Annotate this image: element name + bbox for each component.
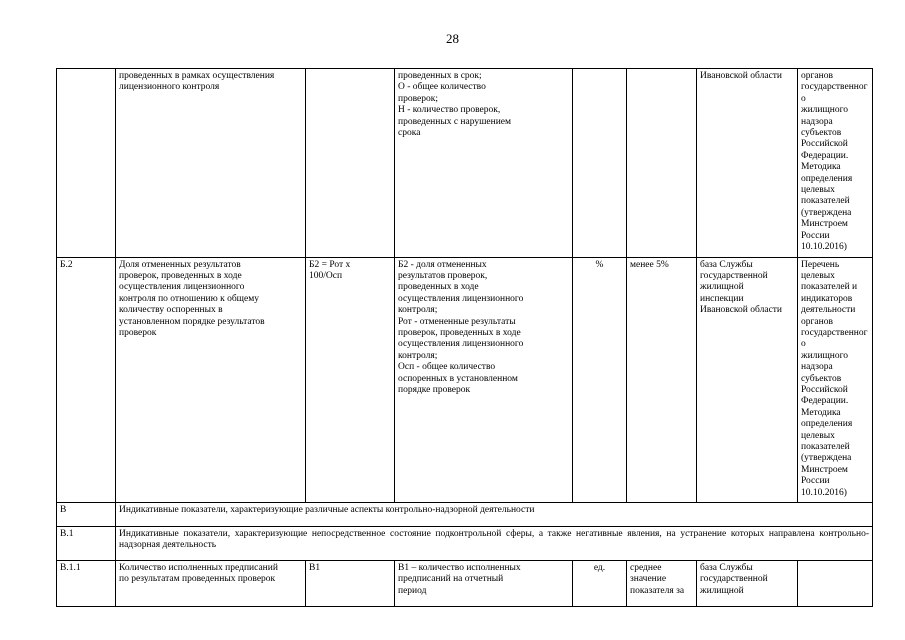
cell-formula-description: В1 – количество исполненных предписаний на отчетный период bbox=[395, 561, 573, 607]
cell-unit bbox=[573, 69, 627, 258]
cell-data-source: база Службы государственной жилищной инспекции Ивановской области bbox=[697, 257, 798, 503]
cell-target-value: среднее значение показателя за bbox=[627, 561, 697, 607]
section-row bbox=[57, 503, 873, 527]
indicators-table bbox=[56, 68, 873, 607]
cell-code: Б.2 bbox=[57, 257, 116, 503]
cell-target-value bbox=[627, 69, 697, 258]
cell-target-value: менее 5% bbox=[627, 257, 697, 503]
table-row bbox=[57, 257, 873, 503]
page-number: 28 bbox=[446, 31, 459, 46]
cell-unit: % bbox=[573, 257, 627, 503]
cell-unit: ед. bbox=[573, 561, 627, 607]
cell-formula-description: проведенных в срок; О - общее количество проверок; Н - количество проверок, проведенных с нарушением срока bbox=[395, 69, 573, 258]
cell-formula: Б2 = Рот x 100/Осп bbox=[306, 257, 395, 503]
cell-formula: В1 bbox=[306, 561, 395, 607]
cell-indicator-name: Количество исполненных предписаний по результатам проведенных проверок bbox=[116, 561, 306, 607]
cell-methodology bbox=[798, 561, 873, 607]
cell-data-source: база Службы государственной жилищной bbox=[697, 561, 798, 607]
cell-indicator-name: проведенных в рамках осуществления лицензионного контроля bbox=[116, 69, 306, 258]
section-row bbox=[57, 527, 873, 561]
cell-code bbox=[57, 69, 116, 258]
cell-methodology: органов государственного жилищного надзора субъектов Российской Федерации. Методика определения целевых показателей (утверждена Минстроем России 10.10.2016) bbox=[798, 69, 873, 258]
section-code: В.1 bbox=[57, 527, 116, 561]
cell-formula bbox=[306, 69, 395, 258]
table-row bbox=[57, 69, 873, 258]
cell-code: В.1.1 bbox=[57, 561, 116, 607]
section-title: Индикативные показатели, характеризующие различные аспекты контрольно-надзорной деятельности bbox=[116, 503, 873, 527]
table-row bbox=[57, 561, 873, 607]
section-code: В bbox=[57, 503, 116, 527]
cell-methodology: Перечень целевых показателей и индикаторов деятельности органов государственного жилищного надзора субъектов Российской Федерации. Методика определения целевых показателей (утверждена Минстроем России 10.10.2016) bbox=[798, 257, 873, 503]
cell-data-source: Ивановской области bbox=[697, 69, 798, 258]
section-title: Индикативные показатели, характеризующие непосредственное состояние подконтрольной сферы, а также негативные явления, на устранение которых направлена контрольно-надзорная деятельность bbox=[116, 527, 873, 561]
cell-formula-description: Б2 - доля отмененных результатов проверок, проведенных в ходе осуществления лицензионного контроля; Рот - отмененные результаты проверок, проведенных в ходе осуществления лицензионного контроля; Осп - общее количество оспоренных в установленном порядке проверок bbox=[395, 257, 573, 503]
cell-indicator-name: Доля отмененных результатов проверок, проведенных в ходе осуществления лицензионного контроля по отношению к общему количеству оспоренных в установленном порядке результатов проверок bbox=[116, 257, 306, 503]
